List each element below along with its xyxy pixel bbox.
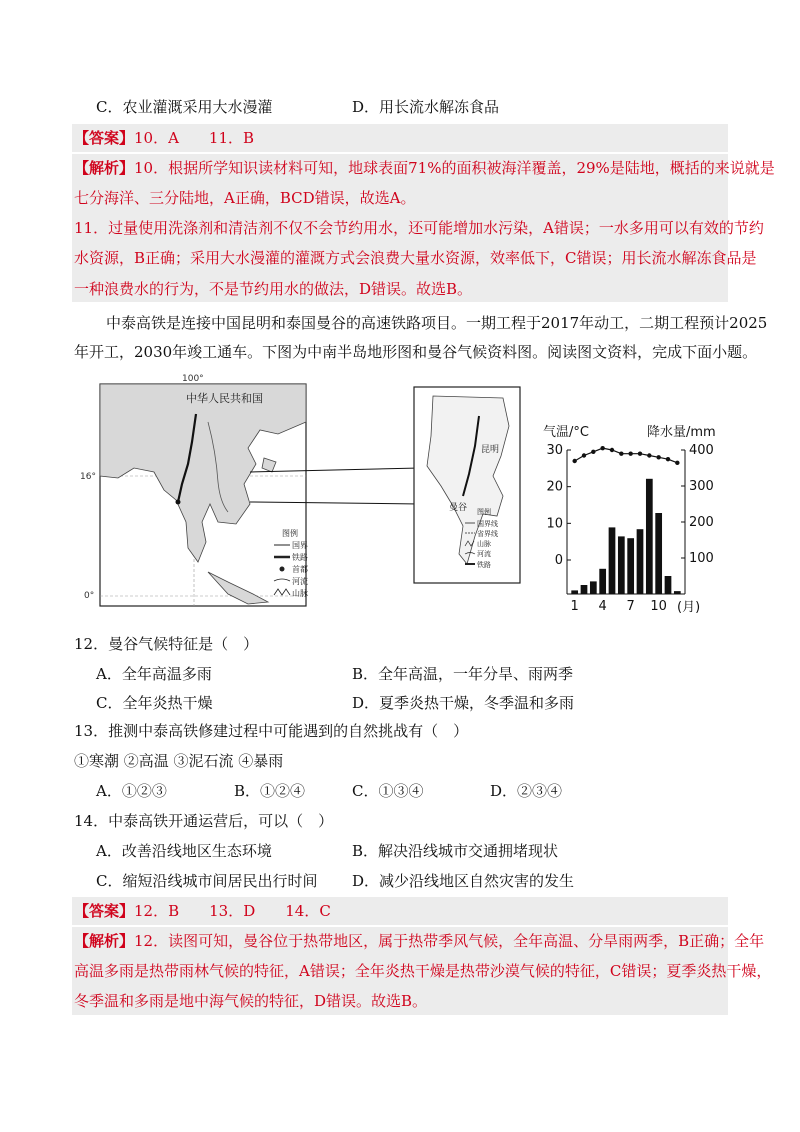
lat16-label: 16°	[80, 472, 96, 482]
precip-bar-month-2	[581, 585, 588, 594]
explain-1-line-5: 一种浪费水的行为，不是节约用水的做法，D错误。故选B。	[74, 280, 473, 298]
q11-option-d: D．用长流水解冻食品	[352, 98, 500, 116]
precip-axis-label: 降水量/mm	[647, 425, 716, 440]
precip-bar-month-4	[599, 569, 606, 594]
lon-label: 100°	[182, 374, 204, 384]
map1-legend-title: 图例	[282, 529, 298, 538]
precip-bar-month-10	[655, 513, 662, 594]
precip-bar-month-1	[571, 590, 578, 594]
q12-option-a: A．全年高温多雨	[96, 665, 212, 683]
explain-2-tag: 【解析】	[74, 932, 135, 950]
passage-line-1: 中泰高铁是连接中国昆明和泰国曼谷的高速铁路项目。一期工程于2017年动工，二期工程预计2025	[106, 314, 768, 332]
map2-legend-3: 河流	[477, 550, 491, 558]
temp-tick-label: 10	[546, 516, 563, 532]
precip-bar-month-7	[627, 538, 634, 594]
q14-stem: 14．中泰高铁开通运营后，可以（ ）	[74, 812, 334, 830]
answer-2-tag: 【答案】	[74, 902, 135, 920]
q12-option-d: D．夏季炎热干燥，冬季温和多雨	[352, 694, 575, 712]
temp-point-month-4	[600, 446, 604, 450]
bangkok-label: 曼谷	[449, 503, 468, 513]
temp-point-month-1	[572, 459, 576, 463]
temp-point-month-9	[647, 453, 651, 457]
kunming-label: 昆明	[481, 445, 500, 455]
temp-axis-label: 气温/°C	[543, 425, 589, 440]
map1-legend-capital: 首都	[292, 565, 308, 574]
capital-dot	[176, 500, 181, 505]
bangkok-climate-chart	[535, 420, 735, 615]
explain-1-line-2: 七分海洋、三分陆地，A正确，BCD错误，故选A。	[74, 189, 416, 207]
explain-1-text-1: 10．根据所学知识读材料可知，地球表面71%的面积被海洋覆盖，29%是陆地，概括的来说就是	[134, 159, 775, 177]
q12-option-c: C．全年炎热干燥	[96, 694, 213, 712]
precip-bar-month-5	[609, 527, 616, 594]
precip-bar-month-11	[665, 576, 672, 594]
temp-point-month-8	[638, 451, 642, 455]
temp-point-month-5	[610, 448, 614, 452]
answer-2	[74, 901, 331, 921]
answer-1	[74, 128, 254, 148]
q13-option-d: D．②③④	[490, 782, 563, 800]
q14-option-a: A．改善沿线地区生态环境	[96, 842, 272, 860]
precip-tick-label: 200	[689, 515, 714, 530]
q13-items: ①寒潮 ②高温 ③泥石流 ④暴雨	[74, 752, 284, 770]
x-tick-label: 10	[650, 599, 667, 614]
temp-point-month-12	[675, 461, 679, 465]
map2-legend-title: 图例	[477, 508, 491, 516]
temp-tick-label: 20	[546, 479, 563, 495]
explain-2-line-3: 冬季温和多雨是地中海气候的特征，D错误。故选B。	[74, 992, 428, 1010]
q11-option-c: C．农业灌溉采用大水漫灌	[96, 98, 273, 116]
railway-detail-map	[413, 386, 521, 584]
q14-option-d: D．减少沿线地区自然灾害的发生	[352, 872, 575, 890]
temp-point-month-3	[591, 450, 595, 454]
answer-text: 10．A 11．B	[134, 129, 255, 147]
answer-tag: 【答案】	[74, 129, 135, 147]
x-tick-label: 4	[598, 599, 607, 614]
map1-legend-rail: 铁路	[292, 553, 308, 562]
q14-option-c: C．缩短沿线城市间居民出行时间	[96, 872, 318, 890]
map1-legend-mountain: 山脉	[292, 589, 308, 598]
precip-bar-month-8	[637, 529, 644, 594]
map2-legend-0: 国界线	[477, 520, 498, 528]
x-tick-label: 7	[626, 599, 635, 614]
x-unit-label: (月)	[677, 600, 701, 615]
precip-bar-month-3	[590, 581, 597, 594]
temp-point-month-10	[656, 455, 660, 459]
temp-point-month-6	[619, 451, 623, 455]
explain-1-line-4: 水资源，B正确；采用大水漫灌的灌溉方式会浪费大量水资源，效率低下，C错误；用长流水解冻食品是	[74, 249, 757, 267]
precip-tick-label: 300	[689, 479, 714, 494]
explain-2-text-1: 12．读图可知，曼谷位于热带地区，属于热带季风气候，全年高温、分旱雨两季，B正确；全年	[134, 932, 765, 950]
lat0-label: 0°	[84, 591, 95, 601]
temp-point-month-2	[582, 453, 586, 457]
temp-point-month-7	[628, 451, 632, 455]
explain-1-line-3: 11．过量使用洗涤剂和清洁剂不仅不会节约用水，还可能增加水污染，A错误；一水多用可以有效的节约	[74, 219, 764, 237]
q13-option-c: C．①③④	[352, 782, 424, 800]
q13-option-a: A．①②③	[96, 782, 167, 800]
map2-legend-4: 铁路	[477, 561, 491, 569]
map1-legend-river: 河流	[292, 577, 308, 586]
country-label: 中华人民共和国	[186, 392, 263, 405]
precip-tick-label: 100	[689, 551, 714, 566]
map1-legend-border: 国界	[292, 541, 308, 550]
explain-2-line-2: 高温多雨是热带雨林气候的特征，A错误；全年炎热干燥是热带沙漠气候的特征，C错误；夏季炎热干燥，	[74, 962, 772, 980]
explain-tag: 【解析】	[74, 159, 135, 177]
map2-legend-1: 省界线	[477, 530, 498, 538]
q13-option-b: B．①②④	[234, 782, 306, 800]
map2-legend-2: 山脉	[477, 540, 491, 548]
q12-option-b: B．全年高温，一年分旱、雨两季	[352, 665, 574, 683]
q14-option-b: B．解决沿线城市交通拥堵现状	[352, 842, 559, 860]
temp-tick-label: 0	[554, 553, 563, 568]
precip-bar-month-6	[618, 536, 625, 594]
answer-2-text: 12．B 13．D 14．C	[134, 902, 331, 920]
temp-point-month-11	[666, 457, 670, 461]
explain-2-line-1	[74, 931, 764, 951]
x-tick-label: 1	[570, 599, 579, 614]
passage-line-2: 年开工，2030年竣工通车。下图为中南半岛地形图和曼谷气候资料图。阅读图文资料，完成下面小题。	[74, 343, 758, 361]
q12-stem: 12．曼谷气候特征是（ ）	[74, 635, 259, 653]
explain-1-line-1	[74, 158, 775, 178]
q13-stem: 13．推测中泰高铁修建过程中可能遇到的自然挑战有（ ）	[74, 722, 469, 740]
temperature-line	[575, 448, 678, 463]
precip-bar-month-12	[674, 591, 681, 594]
temp-tick-label: 30	[546, 443, 563, 458]
precip-bar-month-9	[646, 479, 653, 594]
precip-tick-label: 400	[689, 443, 714, 458]
